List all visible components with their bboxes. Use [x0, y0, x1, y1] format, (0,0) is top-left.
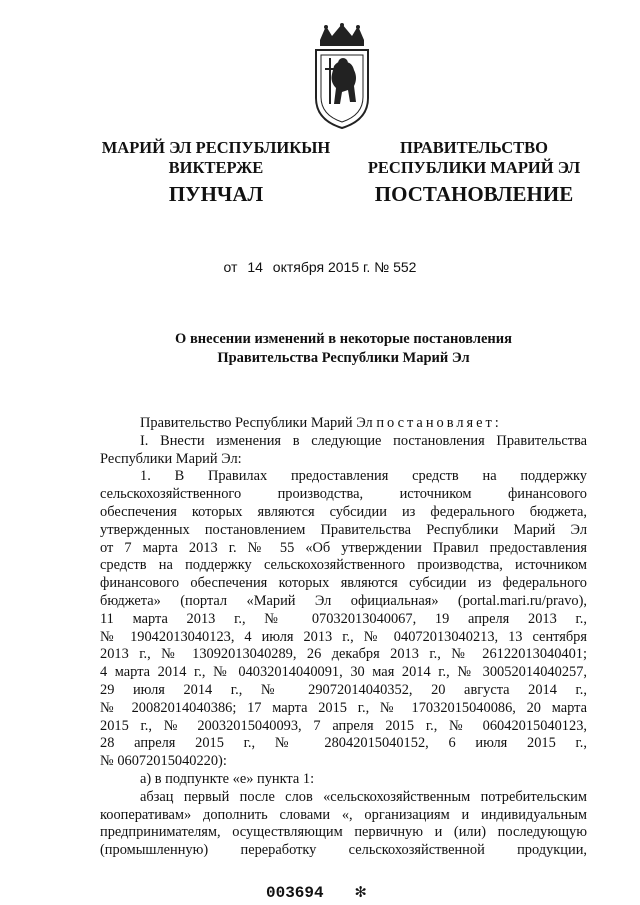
footer-serial-mark — [266, 881, 366, 903]
header-left-line2: ВИКТЕРЖЕ — [168, 158, 264, 177]
header-left-title — [100, 138, 332, 178]
body-line: (промышленную) переработку сельскохозяйственной продукции, — [100, 842, 587, 859]
body-line: финансового обеспечения которых являются субсидии из федерального — [100, 575, 587, 592]
document-type-mari: ПУНЧАЛ — [168, 182, 264, 206]
body-line: № 20082014040386; 17 марта 2015 г., № 17032015040086, 20 марта — [100, 699, 587, 716]
body-line: обеспечения которых являются субсидии из федерального бюджета, — [100, 503, 587, 520]
document-date-line — [0, 259, 640, 275]
body-line: 29 июля 2014 г., № 29072014040352, 20 августа 2014 г., — [100, 681, 587, 698]
header-right-title — [354, 138, 594, 178]
header-right-line2: РЕСПУБЛИКИ МАРИЙ ЭЛ — [367, 158, 581, 177]
header-right-line1: ПРАВИТЕЛЬСТВО — [400, 138, 548, 157]
body-line: сельскохозяйственного производства, источником финансового — [100, 486, 587, 503]
intro-decree-word: постановляет: — [376, 415, 502, 431]
document-type-russian: ПОСТАНОВЛЕНИЕ — [374, 182, 574, 206]
document-body — [100, 415, 587, 860]
body-line: предпринимателям, осуществляющим первичную и (или) последующую — [100, 824, 587, 841]
subpoint-a: а) в подпункте «е» пункта 1: — [140, 770, 315, 787]
body-line: 2013 г., № 13092013040289, 26 декабря 2013 г., № 26122013040401; — [100, 646, 587, 663]
date-prefix: от — [223, 259, 238, 275]
body-line: утвержденных постановлением Правительства Республики Марий Эл — [100, 521, 587, 538]
body-line: 11 марта 2013 г., № 07032013040067, 19 апреля 2013 г., — [100, 610, 587, 627]
serial-number: 003694 — [266, 884, 324, 902]
coat-of-arms-emblem — [312, 22, 372, 132]
body-line: 2015 г., № 20032015040093, 7 апреля 2015 г., № 06042015040123, — [100, 717, 587, 734]
date-rest: октября 2015 г. № 552 — [272, 259, 417, 275]
body-line: 28 апреля 2015 г., № 28042015040152, 6 июля 2015 г., — [100, 735, 587, 752]
body-line: 1. В Правилах предоставления средств на поддержку — [140, 468, 587, 485]
body-line: от 7 марта 2013 г. № 55 «Об утверждении Правил предоставления — [100, 539, 587, 556]
body-line: средств на поддержку сельскохозяйственного производства, источником — [100, 557, 587, 574]
body-line: 4 марта 2014 г., № 04032014040091, 30 мая 2014 г., № 30052014040257, — [100, 664, 587, 681]
header-left-line1: МАРИЙ ЭЛ РЕСПУБЛИКЫН — [101, 138, 331, 157]
intro-paragraph — [100, 415, 587, 433]
document-title — [100, 330, 587, 368]
body-line: кооперативам» дополнить словами «, организациям и индивидуальным — [100, 806, 587, 823]
body-line: Республики Марий Эл: — [100, 450, 242, 467]
asterisk-mark-icon: ✻ — [355, 883, 367, 903]
intro-lead: Правительство Республики Марий Эл — [140, 415, 373, 431]
body-line: абзац первый после слов «сельскохозяйственным потребительским — [140, 788, 587, 805]
title-line1: О внесении изменений в некоторые постановления — [175, 331, 512, 347]
body-line: I. Внести изменения в следующие постановления Правительства — [140, 432, 587, 449]
body-line: № 06072015040220): — [100, 753, 227, 770]
body-line: № 19042013040123, 4 июля 2013 г., № 04072013040213, 13 сентября — [100, 628, 587, 645]
date-day: 14 — [247, 259, 263, 275]
body-line: бюджета» (портал «Марий Эл официальная» (portal.mari.ru/pravo), — [100, 592, 587, 609]
title-line2: Правительства Республики Марий Эл — [217, 350, 470, 366]
